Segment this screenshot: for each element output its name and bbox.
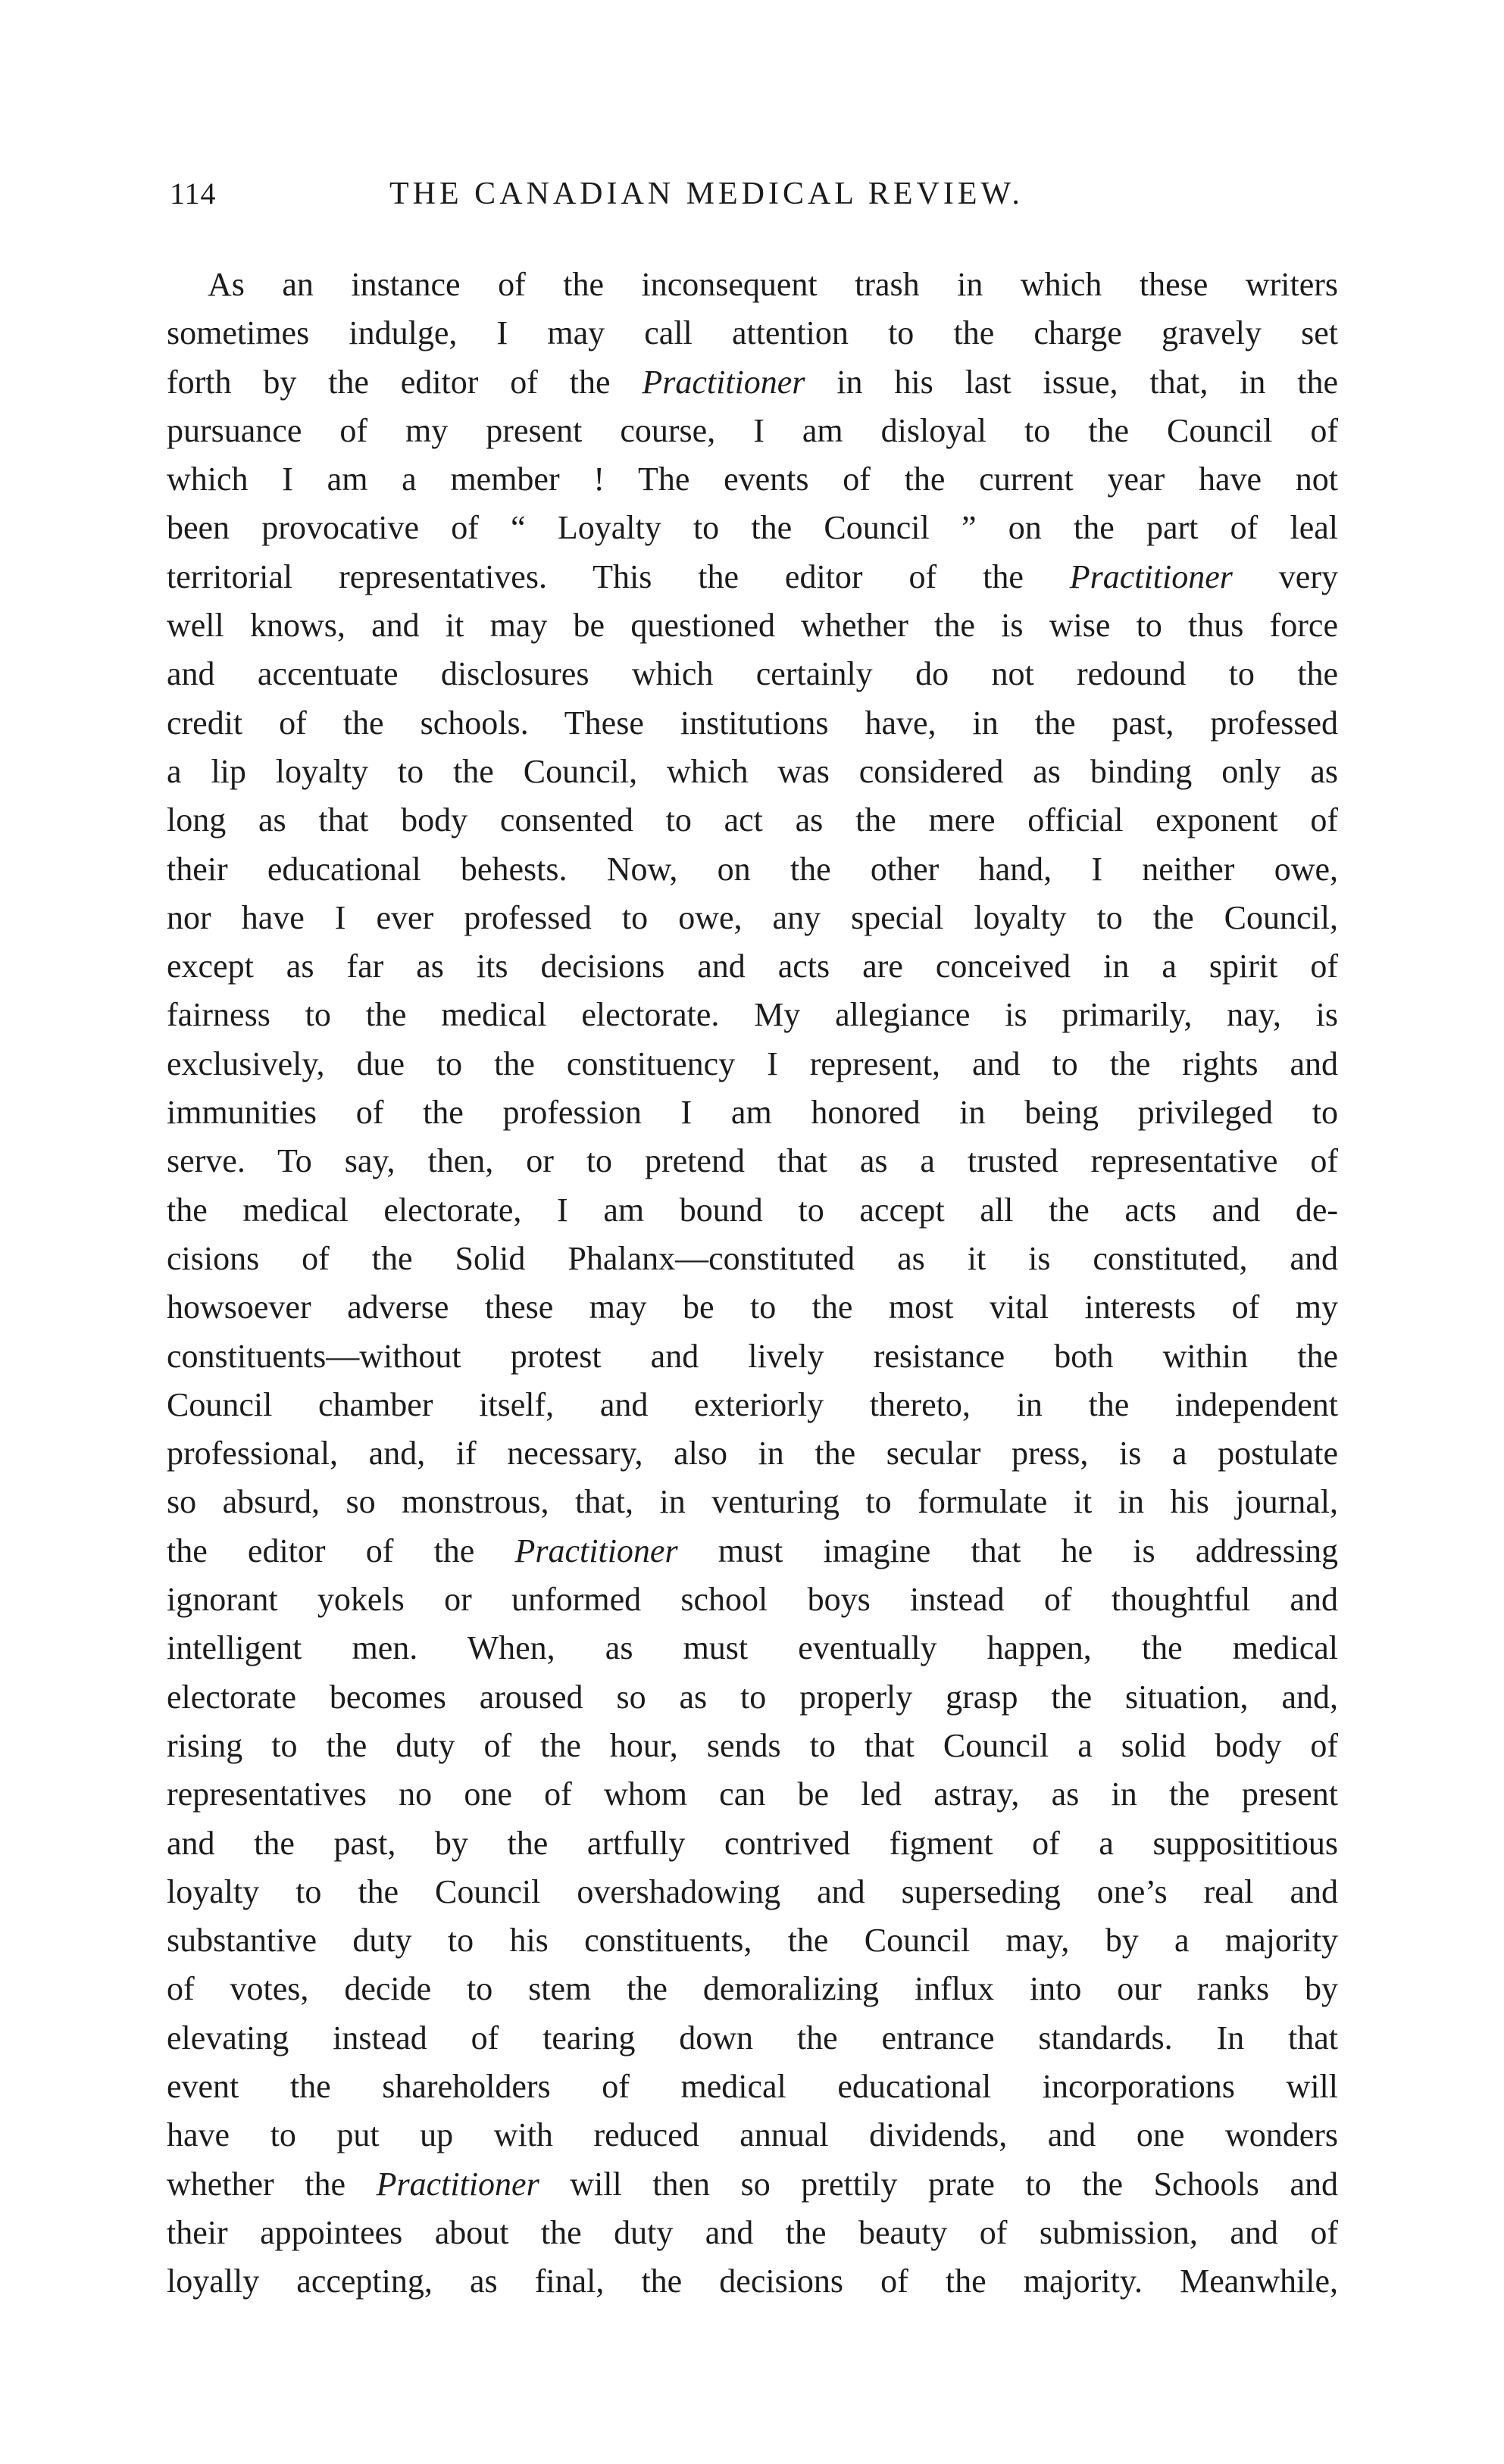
italic-title-text: Practitioner bbox=[376, 2165, 539, 2203]
text-line bbox=[167, 1478, 1338, 1526]
text-segment: which I am a member ! The events of the current year have not bbox=[167, 461, 1338, 498]
text-line bbox=[167, 991, 1338, 1039]
text-line bbox=[167, 309, 1338, 358]
text-segment: serve. To say, then, or to pretend that as a trusted representative of bbox=[167, 1142, 1338, 1180]
text-line bbox=[167, 1137, 1338, 1185]
text-line bbox=[167, 1576, 1338, 1624]
text-segment: constituents—without protest and lively resistance both within the bbox=[167, 1337, 1338, 1375]
journal-title: THE CANADIAN MEDICAL REVIEW. bbox=[389, 176, 1024, 211]
text-segment: immunities of the profession I am honored in being privileged to bbox=[167, 1094, 1338, 1132]
text-line bbox=[167, 2014, 1338, 2063]
text-segment: of votes, decide to stem the demoralizing influx into our ranks by bbox=[167, 1970, 1338, 2008]
text-line bbox=[167, 2209, 1338, 2257]
text-segment: the editor of the bbox=[167, 1532, 515, 1569]
text-line bbox=[167, 455, 1338, 504]
text-line bbox=[167, 407, 1338, 455]
text-segment: will then so prettily prate to the Schools and bbox=[539, 2165, 1339, 2203]
text-segment: credit of the schools. These institutions have, in the past, professed bbox=[167, 704, 1338, 742]
text-line bbox=[167, 1332, 1338, 1381]
text-segment: must imagine that he is addressing bbox=[677, 1532, 1338, 1569]
text-segment: been provocative of “ Loyalty to the Council ” on the part of leal bbox=[167, 509, 1338, 547]
text-segment: loyalty to the Council overshadowing and superseding one’s real and bbox=[167, 1872, 1338, 1910]
text-segment: intelligent men. When, as must eventually happen, the medical bbox=[167, 1629, 1338, 1667]
text-line bbox=[167, 358, 1338, 407]
text-segment: well knows, and it may be questioned whether the is wise to thus force bbox=[167, 607, 1338, 645]
text-line bbox=[167, 796, 1338, 845]
text-segment: a lip loyalty to the Council, which was considered as binding only as bbox=[167, 752, 1338, 790]
text-segment: ignorant yokels or unformed school boys instead of thoughtful and bbox=[167, 1581, 1338, 1619]
text-segment: have to put up with reduced annual dividends, and one wonders bbox=[167, 2116, 1338, 2154]
page-number: 114 bbox=[170, 176, 217, 211]
text-segment: in his last issue, that, in the bbox=[805, 363, 1338, 401]
text-segment: the medical electorate, I am bound to accept all the acts and de- bbox=[167, 1191, 1338, 1229]
text-line bbox=[167, 942, 1338, 991]
body-paragraph bbox=[167, 261, 1338, 2306]
text-segment: except as far as its decisions and acts are conceived in a spirit of bbox=[167, 948, 1338, 985]
italic-title-text: Practitioner bbox=[1069, 557, 1233, 595]
text-segment: their educational behests. Now, on the other hand, I neither owe, bbox=[167, 850, 1338, 888]
text-line bbox=[167, 553, 1338, 601]
italic-title-text: Practitioner bbox=[642, 363, 805, 401]
text-segment: event the shareholders of medical educational incorporations will bbox=[167, 2067, 1338, 2105]
text-line bbox=[167, 2063, 1338, 2111]
text-line bbox=[167, 1040, 1338, 1088]
text-segment: cisions of the Solid Phalanx—constituted as it is constituted, and bbox=[167, 1239, 1338, 1277]
text-line bbox=[167, 1868, 1338, 1916]
italic-title-text: Practitioner bbox=[514, 1532, 678, 1569]
text-line bbox=[167, 1283, 1338, 1332]
text-line bbox=[167, 1916, 1338, 1965]
text-segment: long as that body consented to act as the mere official exponent of bbox=[167, 801, 1338, 839]
text-segment: exclusively, due to the constituency I represent, and to the rights and bbox=[167, 1045, 1338, 1082]
text-line bbox=[167, 601, 1338, 650]
text-segment: As an instance of the inconsequent trash in which these writers bbox=[208, 266, 1338, 303]
text-line bbox=[167, 699, 1338, 748]
text-line bbox=[167, 1235, 1338, 1283]
text-segment: so absurd, so monstrous, that, in venturing to formulate it in his journal, bbox=[167, 1483, 1338, 1521]
text-line bbox=[167, 845, 1338, 894]
text-line bbox=[167, 1088, 1338, 1137]
text-segment: electorate becomes aroused so as to properly grasp the situation, and, bbox=[167, 1678, 1338, 1716]
text-segment: fairness to the medical electorate. My allegiance is primarily, nay, is bbox=[167, 996, 1338, 1034]
text-line bbox=[167, 650, 1338, 698]
text-line bbox=[167, 894, 1338, 942]
text-segment: loyally accepting, as final, the decisions of the majority. Meanwhile, bbox=[167, 2263, 1338, 2300]
text-line bbox=[167, 1770, 1338, 1819]
text-segment: howsoever adverse these may be to the most vital interests of my bbox=[167, 1288, 1338, 1326]
text-segment: and accentuate disclosures which certainly do not redound to the bbox=[167, 655, 1338, 693]
text-segment: representatives no one of whom can be led astray, as in the present bbox=[167, 1775, 1338, 1813]
text-line bbox=[167, 1965, 1338, 2013]
text-segment: whether the bbox=[167, 2165, 377, 2203]
text-line bbox=[167, 2111, 1338, 2160]
text-line bbox=[167, 1429, 1338, 1478]
text-segment: substantive duty to his constituents, the Council may, by a majority bbox=[167, 1922, 1338, 1960]
text-line bbox=[167, 504, 1338, 552]
running-head bbox=[170, 176, 1337, 221]
text-line bbox=[167, 1624, 1338, 1672]
text-segment: pursuance of my present course, I am disloyal to the Council of bbox=[167, 411, 1338, 449]
text-segment: their appointees about the duty and the beauty of submission, and of bbox=[167, 2213, 1338, 2251]
text-segment: very bbox=[1232, 557, 1338, 595]
text-segment: elevating instead of tearing down the entrance standards. In that bbox=[167, 2019, 1338, 2056]
text-line bbox=[167, 2257, 1338, 2306]
text-line bbox=[167, 261, 1338, 309]
text-segment: and the past, by the artfully contrived figment of a supposititious bbox=[167, 1824, 1338, 1862]
text-segment: sometimes indulge, I may call attention to the charge gravely set bbox=[167, 314, 1338, 352]
text-line bbox=[167, 1381, 1338, 1429]
text-segment: forth by the editor of the bbox=[167, 363, 643, 401]
text-line bbox=[167, 748, 1338, 796]
text-segment: nor have I ever professed to owe, any special loyalty to the Council, bbox=[167, 898, 1338, 936]
text-segment: professional, and, if necessary, also in the secular press, is a postulate bbox=[167, 1435, 1338, 1472]
text-line bbox=[167, 1722, 1338, 1770]
text-line bbox=[167, 1819, 1338, 1868]
text-segment: rising to the duty of the hour, sends to that Council a solid body of bbox=[167, 1726, 1338, 1764]
text-line bbox=[167, 1527, 1338, 1576]
text-line bbox=[167, 2160, 1338, 2209]
text-segment: territorial representatives. This the editor of the bbox=[167, 557, 1070, 595]
text-line bbox=[167, 1673, 1338, 1722]
text-segment: Council chamber itself, and exteriorly thereto, in the independent bbox=[167, 1385, 1338, 1423]
text-line bbox=[167, 1186, 1338, 1235]
